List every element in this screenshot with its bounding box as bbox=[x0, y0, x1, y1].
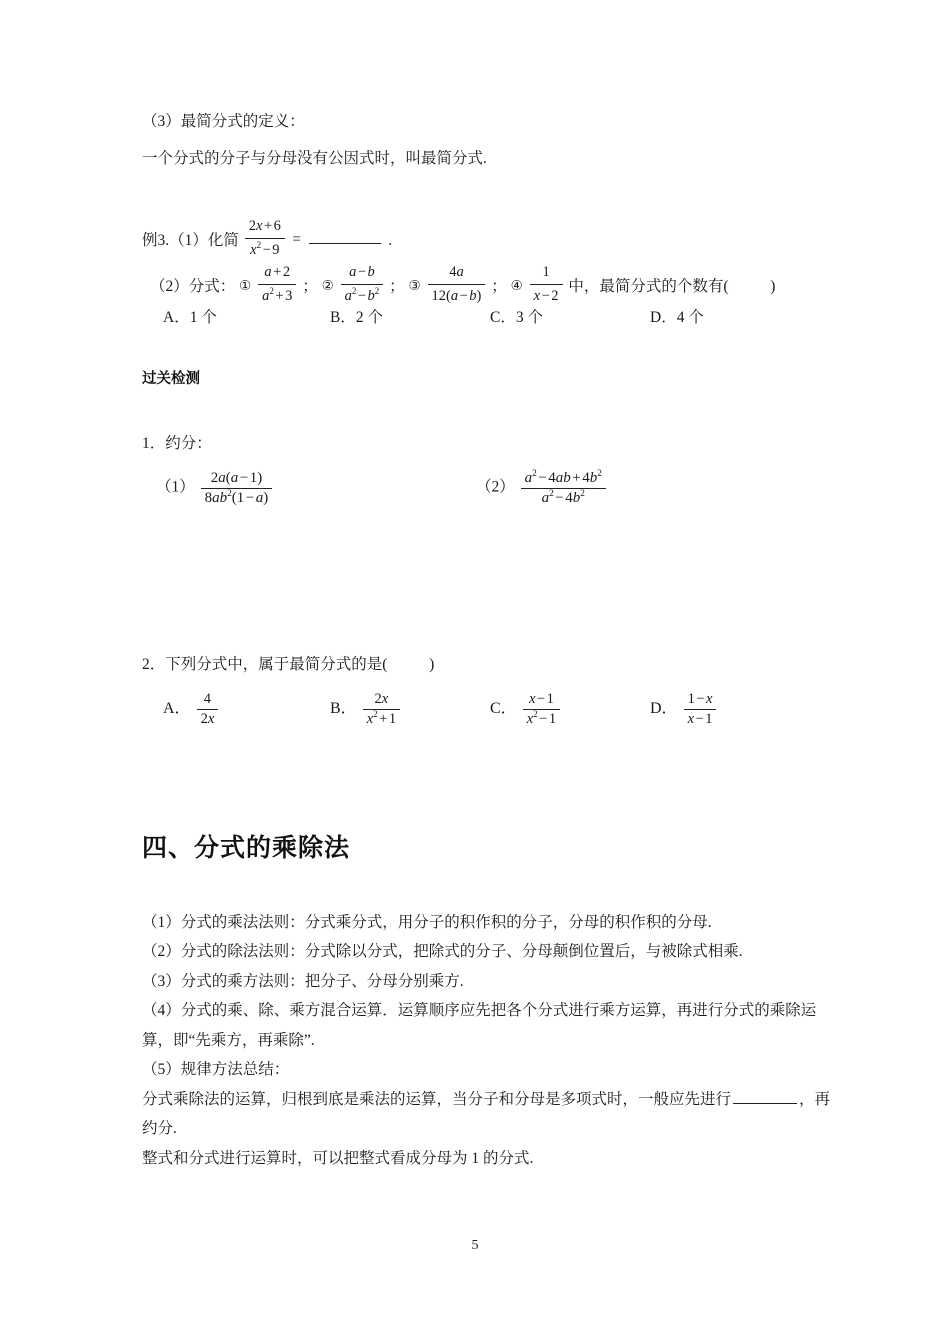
spacer bbox=[142, 455, 832, 469]
section-title: 四、分式的乘除法 bbox=[142, 833, 351, 862]
item-marker-2: ② bbox=[321, 278, 334, 295]
quiz-q2-stem-row bbox=[142, 653, 832, 676]
option-text: 3 个 bbox=[515, 308, 543, 326]
quiz-q2-fraction-c bbox=[523, 691, 560, 728]
definition-body: 一个分式的分子与分母没有公因式时，叫最简分式. bbox=[142, 150, 487, 168]
section4-closing: 整式和分式进行运算时，可以把整式看成分母为 1 的分式. bbox=[142, 1149, 534, 1167]
quiz-q2-option-b[interactable] bbox=[330, 690, 402, 727]
fraction-numerator: a + 2 bbox=[258, 262, 296, 286]
fraction-denominator: $a^2 - b^2$ bbox=[344, 286, 380, 305]
answer-blank[interactable] bbox=[309, 230, 381, 244]
fraction-denominator: 12(a − b) bbox=[431, 288, 482, 305]
option-label: A． bbox=[163, 700, 191, 718]
quiz-heading: 过关检测 bbox=[142, 370, 200, 387]
example3-option-fraction-4 bbox=[530, 262, 563, 309]
equals-sign: = bbox=[292, 231, 302, 249]
item-marker-4: ④ bbox=[510, 278, 523, 295]
quiz-q1-item-1 bbox=[156, 469, 274, 506]
example3-part2-tail-close: ) bbox=[770, 277, 776, 295]
example3-part1 bbox=[142, 215, 832, 261]
example3-option-fraction-3 bbox=[428, 262, 486, 309]
example3-option-a[interactable] bbox=[163, 305, 217, 327]
fraction-numerator: 2x + 6 bbox=[245, 216, 285, 240]
page-number: 5 bbox=[471, 1238, 479, 1253]
fraction-denominator: $a^2 + 3$ bbox=[262, 286, 293, 305]
quiz-q2-option-d[interactable] bbox=[650, 690, 718, 727]
spacer bbox=[142, 341, 832, 367]
section4-summary-part1: 分式乘除法的运算，归根到底是乘法的运算，当分子和分母是多项式时，一般应先进行 bbox=[142, 1090, 732, 1108]
fraction-denominator: $8ab^2(1 - a)$ bbox=[204, 488, 269, 506]
quiz-q1-items bbox=[142, 469, 832, 529]
quiz-q1-item-2 bbox=[476, 469, 608, 506]
section4-rule-4: （4）分式的乘、除、乘方混合运算．运算顺序应先把各个分式进行乘方运算，再进行分式的乘除运算，即“先乘方，再乘除”. bbox=[142, 1002, 817, 1049]
period: . bbox=[388, 231, 393, 249]
example3-option-d[interactable] bbox=[650, 305, 704, 327]
example3-fraction bbox=[245, 216, 285, 263]
fraction-denominator: 2x bbox=[200, 711, 215, 727]
spacer bbox=[142, 133, 832, 147]
example3-option-c[interactable] bbox=[490, 305, 543, 327]
item-marker-1: ① bbox=[239, 278, 252, 295]
fraction-numerator: 4 bbox=[197, 691, 219, 710]
definition-item-label: （3）最简分式的定义： bbox=[142, 113, 305, 130]
item-label: （2） bbox=[476, 478, 515, 496]
answer-blank[interactable] bbox=[733, 1089, 797, 1103]
quiz-q1-fraction-2 bbox=[521, 470, 606, 507]
quiz-q1-fraction-1 bbox=[201, 470, 273, 507]
option-label: D． bbox=[650, 308, 677, 326]
spacer bbox=[142, 171, 832, 215]
spacer bbox=[142, 676, 832, 690]
fraction-numerator: 2x bbox=[363, 691, 400, 710]
spacer bbox=[142, 864, 832, 908]
item-marker-3: ③ bbox=[408, 278, 421, 295]
section4-rule-5: （5）规律方法总结： bbox=[142, 1061, 290, 1079]
section4-rule-1: （1）分式的乘法法则：分式乘分式，用分子的积作积的分子，分母的积作积的分母. bbox=[142, 914, 712, 931]
quiz-q1-stem: 1．约分： bbox=[142, 434, 212, 452]
option-text: 2 个 bbox=[355, 308, 383, 326]
separator-3: ； bbox=[491, 277, 507, 295]
quiz-q2-options-row bbox=[142, 690, 832, 748]
spacer bbox=[142, 748, 832, 810]
fraction-denominator: $x^2 + 1$ bbox=[366, 709, 397, 727]
spacer bbox=[142, 388, 832, 432]
item-label: （1） bbox=[156, 478, 195, 496]
section4-rule-3: （3）分式的乘方法则：把分子、分母分别乘方. bbox=[142, 972, 464, 990]
quiz-q2-stem: 2．下列分式中，属于最简分式的是( bbox=[142, 655, 388, 673]
quiz-q2-option-a[interactable] bbox=[163, 690, 220, 727]
fraction-denominator: $x^2 - 9$ bbox=[250, 240, 280, 259]
example3-part2-lead: （2）分式： bbox=[150, 277, 236, 295]
example3-options-row bbox=[142, 305, 832, 341]
quiz-q2-fraction-d bbox=[684, 691, 717, 728]
quiz-q2-fraction-a bbox=[197, 691, 219, 728]
example3-part2-tail: 中，最简分式的个数有( bbox=[568, 277, 729, 295]
fraction-numerator: 4a bbox=[428, 262, 486, 286]
fraction-numerator: x − 1 bbox=[523, 691, 560, 710]
fraction-numerator: a − b bbox=[341, 262, 384, 286]
option-label: B． bbox=[330, 308, 356, 326]
fraction-denominator: x − 2 bbox=[533, 288, 559, 305]
section4-summary-part2: ，再约分. bbox=[142, 1090, 831, 1138]
option-label: C． bbox=[490, 308, 516, 326]
option-label: A． bbox=[163, 308, 190, 326]
fraction-numerator: 1 bbox=[530, 262, 563, 286]
fraction-numerator: 2a(a − 1) bbox=[201, 470, 273, 489]
option-label: B． bbox=[330, 700, 357, 718]
page-content bbox=[142, 110, 832, 1173]
section4-summary bbox=[142, 1085, 832, 1144]
fraction-denominator: $a^2 - 4b^2$ bbox=[541, 488, 585, 506]
quiz-q2-stem-close: ) bbox=[429, 655, 435, 673]
option-text: 1 个 bbox=[189, 308, 217, 326]
separator-1: ； bbox=[302, 277, 318, 295]
spacer bbox=[142, 810, 832, 828]
example3-lead: 例3.（1）化简 bbox=[142, 231, 239, 249]
fraction-denominator: x − 1 bbox=[687, 711, 713, 727]
separator-2: ； bbox=[389, 277, 405, 295]
fraction-denominator: $x^2 - 1$ bbox=[526, 709, 557, 727]
example3-option-fraction-2 bbox=[341, 262, 384, 309]
spacer bbox=[142, 529, 832, 591]
option-label: C． bbox=[490, 700, 517, 718]
example3-part2 bbox=[142, 261, 832, 305]
quiz-q2-fraction-b bbox=[363, 691, 400, 728]
quiz-q2-option-c[interactable] bbox=[490, 690, 562, 727]
fraction-numerator: 1 − x bbox=[684, 691, 717, 710]
fraction-numerator: $a^2 - 4ab + 4b^2$ bbox=[521, 470, 606, 489]
section4-rule-2: （2）分式的除法法则：分式除以分式，把除式的分子、分母颠倒位置后，与被除式相乘. bbox=[142, 943, 743, 961]
option-text: 4 个 bbox=[676, 308, 704, 326]
example3-option-fraction-1 bbox=[258, 262, 296, 309]
example3-option-b[interactable] bbox=[330, 305, 383, 327]
option-label: D． bbox=[650, 700, 678, 718]
spacer bbox=[142, 591, 832, 653]
